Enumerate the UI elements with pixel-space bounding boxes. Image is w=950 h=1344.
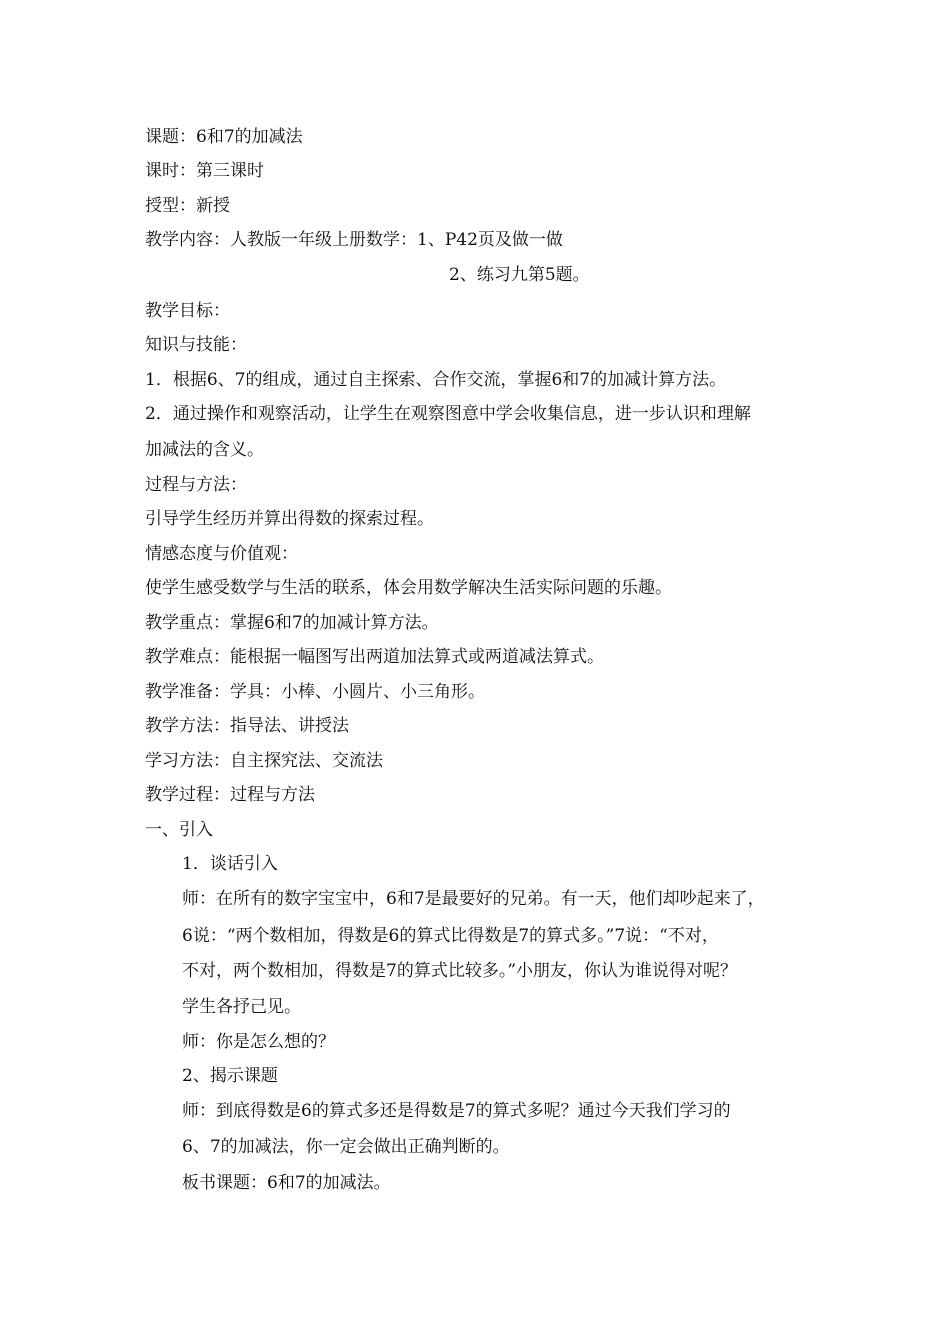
goal-item-2: 2．通过操作和观察活动，让学生在观察图意中学会收集信息，进一步认识和理解: [145, 404, 751, 424]
lesson-period: 课时：第三课时: [145, 161, 264, 181]
lesson-type: 授型：新授: [145, 196, 230, 216]
teaching-content-continued: 2、练习九第5题。: [449, 265, 590, 285]
teaching-method: 教学方法：指导法、讲授法: [145, 716, 349, 736]
knowledge-heading: 知识与技能：: [145, 335, 247, 355]
goals-heading: 教学目标：: [145, 301, 230, 321]
teacher-paragraph-1-line2: 6说：“两个数相加，得数是6的算式比得数是7的算式多。”7说：“不对，: [182, 926, 719, 946]
goal-item-1: 1．根据6、7的组成，通过自主探索、合作交流，掌握6和7的加减计算方法。: [145, 370, 727, 390]
teaching-process: 教学过程：过程与方法: [145, 785, 315, 805]
difficulty: 教学难点：能根据一幅图写出两道加法算式或两道减法算式。: [145, 647, 604, 667]
goal-item-2-continued: 加减法的含义。: [145, 440, 264, 460]
process-text: 引导学生经历并算出得数的探索过程。: [145, 509, 434, 529]
learning-method: 学习方法：自主探究法、交流法: [145, 751, 383, 771]
lesson-title: 课题：6和7的加减法: [145, 127, 303, 147]
subsection-2-heading: 2、揭示课题: [182, 1066, 278, 1086]
process-heading: 过程与方法：: [145, 475, 247, 495]
board-title: 板书课题：6和7的加减法。: [182, 1173, 391, 1193]
teaching-content: 教学内容：人教版一年级上册数学：1、P42页及做一做: [145, 230, 563, 250]
teacher-paragraph-2: 师：到底得数是6的算式多还是得数是7的算式多呢？通过今天我们学习的: [182, 1101, 731, 1121]
preparation: 教学准备：学具：小棒、小圆片、小三角形。: [145, 682, 485, 702]
key-point: 教学重点：掌握6和7的加减计算方法。: [145, 613, 439, 633]
teacher-question: 师：你是怎么想的？: [182, 1032, 335, 1052]
teacher-paragraph-1-line3: 不对，两个数相加，得数是7的算式比较多。”小朋友，你认为谁说得对呢？: [182, 961, 738, 981]
teacher-paragraph-1: 师：在所有的数字宝宝中，6和7是最要好的兄弟。有一天，他们却吵起来了，: [182, 889, 765, 909]
teacher-paragraph-2-line2: 6、7的加减法，你一定会做出正确判断的。: [182, 1137, 510, 1157]
section-heading: 一、引入: [145, 820, 213, 840]
subsection-1-heading: 1．谈话引入: [182, 854, 278, 874]
student-response: 学生各抒己见。: [182, 997, 301, 1017]
emotion-text: 使学生感受数学与生活的联系，体会用数学解决生活实际问题的乐趣。: [145, 578, 672, 598]
emotion-heading: 情感态度与价值观：: [145, 544, 298, 564]
